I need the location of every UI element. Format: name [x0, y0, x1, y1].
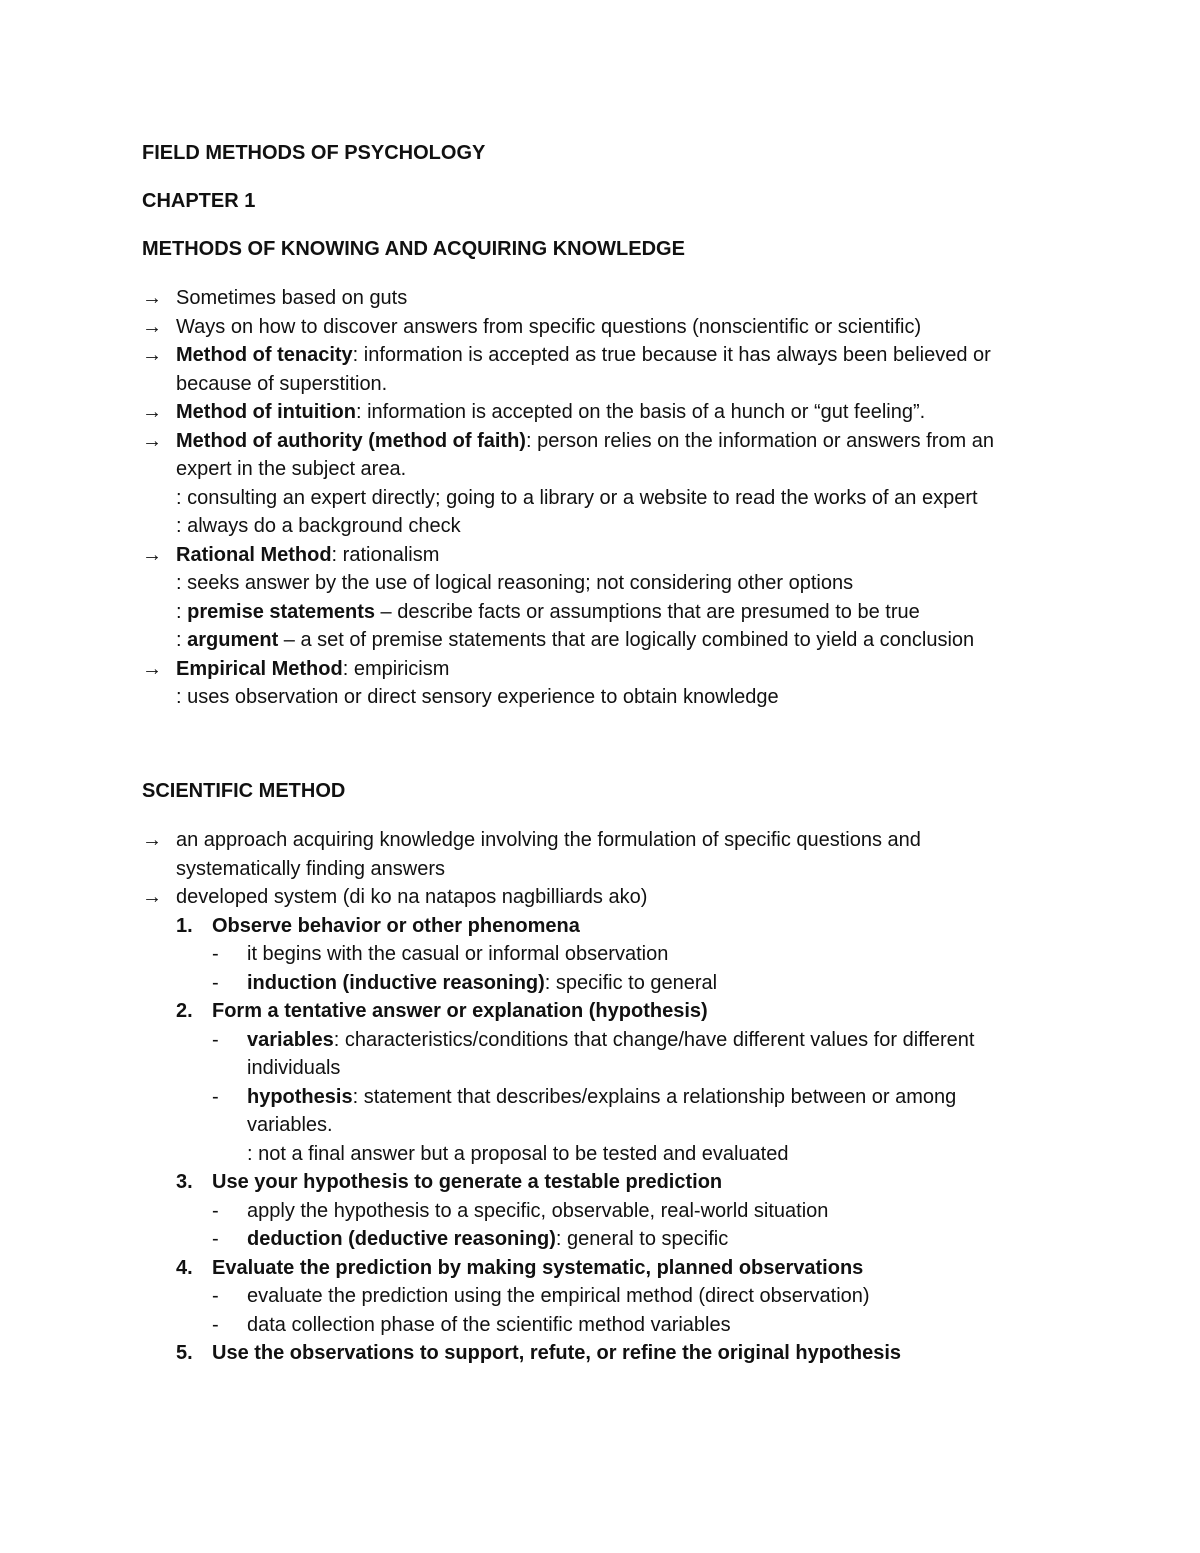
chapter-heading: CHAPTER 1: [142, 190, 256, 212]
list-item-empirical-method: → Empirical Method: empiricism: [142, 655, 1082, 684]
section-heading-scientific-method: SCIENTIFIC METHOD: [142, 780, 346, 802]
step-3: 3. Use your hypothesis to generate a testable prediction: [176, 1171, 723, 1193]
term: Method of authority (method of faith): [176, 429, 526, 452]
term: variables: [247, 1028, 334, 1051]
list-item-note: : seeks answer by the use of logical reasoning; not considering other options: [176, 572, 854, 594]
list-item-method-of-authority: → Method of authority (method of faith): person relies on the information or answers from an: [142, 427, 1082, 456]
dash-bullet-icon: -: [212, 1085, 219, 1108]
dash-bullet-icon: -: [212, 1228, 219, 1250]
arrow-bullet-icon: →: [142, 829, 162, 851]
list-item: → Ways on how to discover answers from specific questions (nonscientific or scientific): [142, 313, 1082, 342]
list-item-continuation: systematically finding answers: [176, 857, 445, 880]
term: Method of intuition: [176, 401, 356, 423]
dash-bullet-icon: -: [212, 1199, 219, 1222]
list-item: → an approach acquiring knowledge involving the formulation of specific questions and: [142, 826, 1082, 855]
step-detail: - apply the hypothesis to a specific, observable, real-world situation: [142, 1197, 1082, 1226]
list-item-note: : premise statements – describe facts or assumptions that are presumed to be true: [176, 600, 920, 623]
step-detail-continuation: individuals: [247, 1057, 341, 1079]
term: Empirical Method: [176, 657, 343, 680]
arrow-bullet-icon: →: [142, 886, 162, 908]
term: Rational Method: [176, 543, 332, 566]
list-item: → Sometimes based on guts: [142, 284, 1082, 313]
term: argument: [187, 629, 279, 651]
step-detail: - hypothesis: statement that describes/explains a relationship between or among: [142, 1083, 1082, 1112]
step-detail-continuation: variables.: [247, 1114, 333, 1136]
step-2: 2. Form a tentative answer or explanation (hypothesis): [176, 1000, 708, 1022]
list-item-note: : consulting an expert directly; going to a library or a website to read the works of an expert: [176, 486, 978, 509]
dash-bullet-icon: -: [212, 1313, 219, 1336]
list-item-continuation: because of superstition.: [176, 372, 388, 395]
arrow-bullet-icon: →: [142, 543, 162, 566]
term: premise statements: [187, 600, 375, 623]
arrow-bullet-icon: →: [142, 657, 162, 680]
list-item-method-of-tenacity: → Method of tenacity: information is accepted as true because it has always been believed or: [142, 341, 1082, 370]
term: hypothesis: [247, 1085, 353, 1108]
list-item-rational-method: → Rational Method: rationalism: [142, 541, 1082, 570]
arrow-bullet-icon: →: [142, 287, 162, 309]
list-item-continuation: expert in the subject area.: [176, 458, 407, 480]
methods-of-knowing-list: [142, 284, 1082, 712]
step-detail: - deduction (deductive reasoning): general to specific: [142, 1225, 1082, 1254]
arrow-bullet-icon: →: [142, 429, 162, 452]
list-item-note: : argument – a set of premise statements that are logically combined to yield a conclusion: [176, 629, 975, 651]
arrow-bullet-icon: →: [142, 344, 162, 366]
term: deduction (deductive reasoning): [247, 1228, 556, 1250]
list-item: → developed system (di ko na natapos nagbilliards ako): [142, 883, 1082, 912]
dash-bullet-icon: -: [212, 971, 219, 994]
step-4: 4. Evaluate the prediction by making systematic, planned observations: [176, 1256, 864, 1279]
step-detail: - induction (inductive reasoning): specific to general: [142, 969, 1082, 998]
step-5: 5. Use the observations to support, refute, or refine the original hypothesis: [176, 1342, 901, 1364]
scientific-method-list: [142, 826, 1082, 1368]
term: induction (inductive reasoning): [247, 971, 545, 994]
step-detail: - it begins with the casual or informal observation: [142, 940, 1082, 969]
term: Method of tenacity: [176, 344, 353, 366]
list-item-note: : always do a background check: [176, 515, 461, 537]
step-detail: - data collection phase of the scientific method variables: [142, 1311, 1082, 1340]
dash-bullet-icon: -: [212, 943, 219, 965]
section-heading-methods-of-knowing: METHODS OF KNOWING AND ACQUIRING KNOWLEDGE: [142, 238, 685, 260]
arrow-bullet-icon: →: [142, 315, 162, 338]
step-detail: - variables: characteristics/conditions that change/have different values for different: [142, 1026, 1082, 1055]
document-title: FIELD METHODS OF PSYCHOLOGY: [142, 142, 486, 164]
arrow-bullet-icon: →: [142, 401, 162, 423]
dash-bullet-icon: -: [212, 1028, 219, 1051]
list-item-note: : uses observation or direct sensory experience to obtain knowledge: [176, 686, 779, 708]
step-1: 1. Observe behavior or other phenomena: [176, 914, 580, 937]
dash-bullet-icon: -: [212, 1285, 219, 1307]
list-item-method-of-intuition: → Method of intuition: information is accepted on the basis of a hunch or “gut feeling”.: [142, 398, 1082, 427]
step-detail: - evaluate the prediction using the empirical method (direct observation): [142, 1282, 1082, 1311]
step-detail-note: : not a final answer but a proposal to be tested and evaluated: [247, 1142, 789, 1165]
